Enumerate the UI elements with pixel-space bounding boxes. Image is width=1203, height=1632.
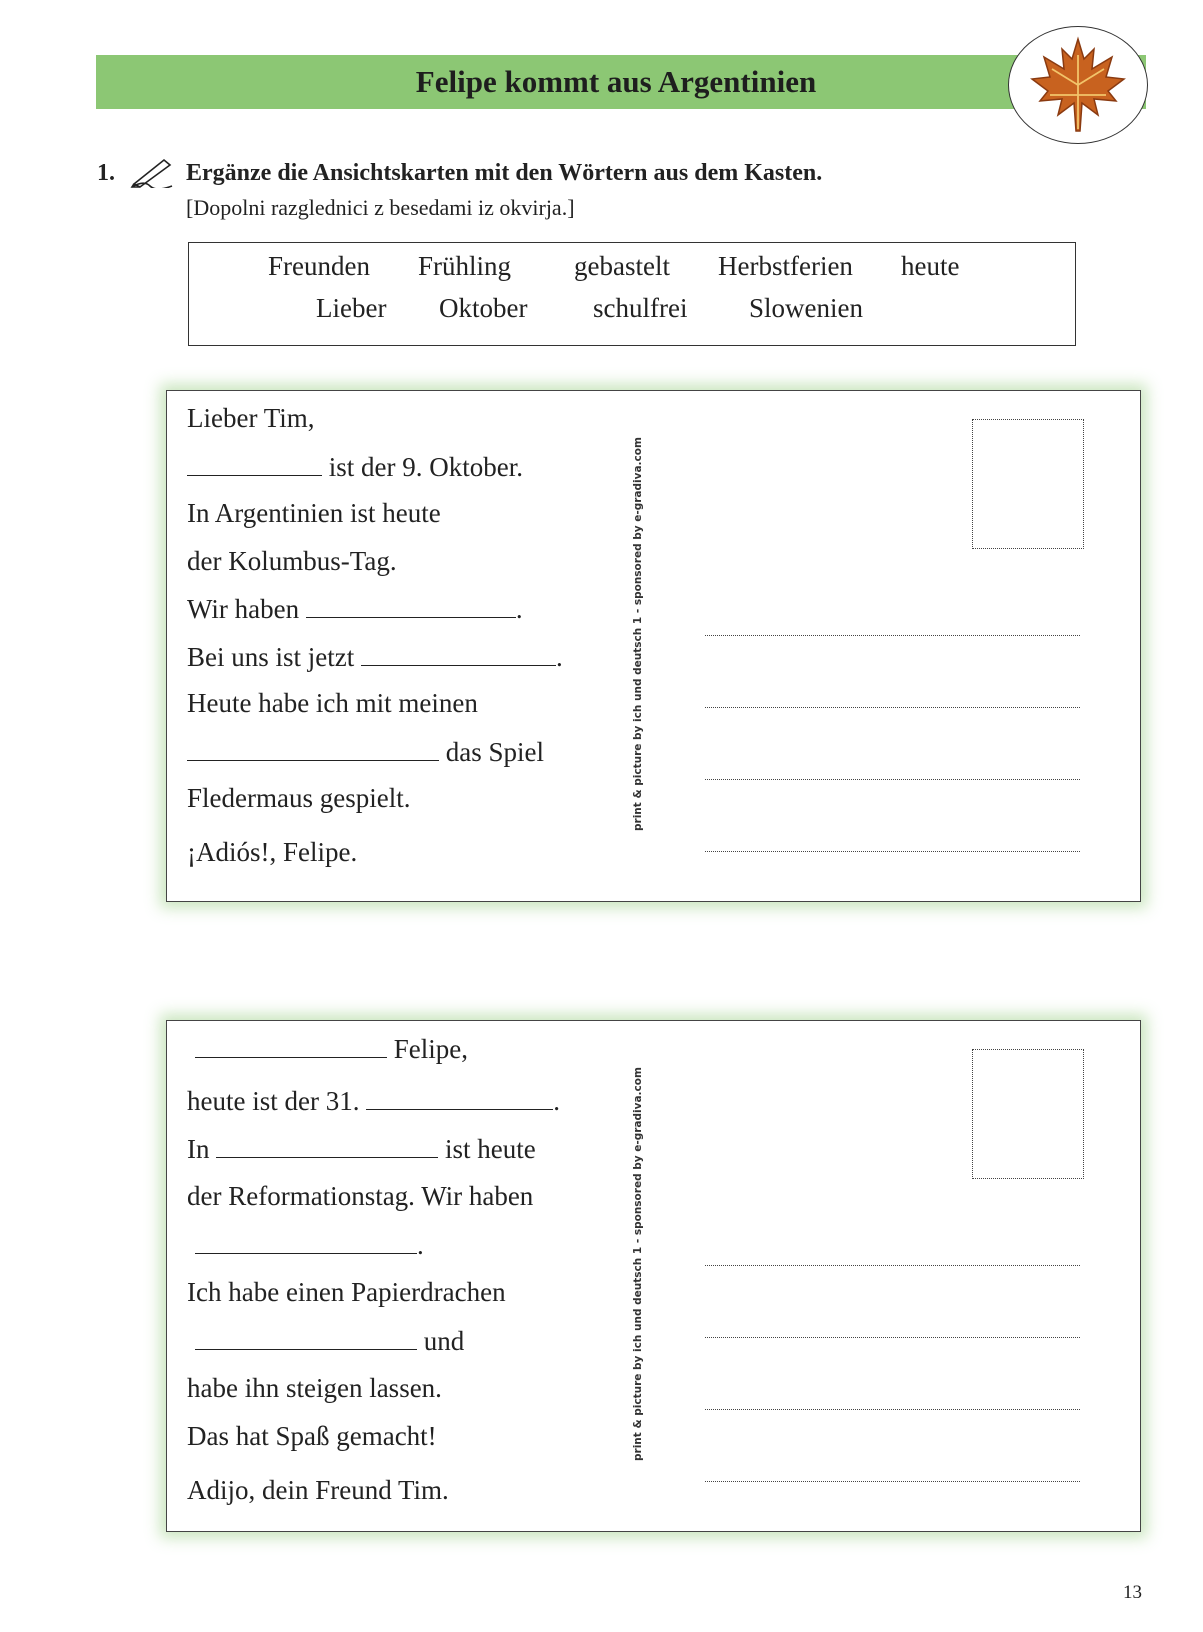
exercise-number: 1. — [97, 160, 115, 186]
watermark-text: print & picture by ich und deutsch 1 - sponsored by e-gradiva.com — [632, 437, 644, 831]
address-line[interactable] — [705, 707, 1080, 708]
card-line: Lieber Tim, — [187, 403, 315, 433]
card-line: und — [187, 1325, 464, 1357]
blank-field[interactable] — [187, 451, 322, 476]
maple-leaf-icon — [1028, 35, 1128, 135]
postcard-2 — [166, 1020, 1141, 1532]
blank-field[interactable] — [216, 1133, 438, 1158]
card-line: ist der 9. Oktober. — [187, 451, 523, 483]
watermark-text: print & picture by ich und deutsch 1 - sponsored by e-gradiva.com — [632, 1067, 644, 1461]
card-line: habe ihn steigen lassen. — [187, 1373, 442, 1403]
exercise-instruction: Ergänze die Ansichtskarten mit den Wörtern aus dem Kasten. — [186, 160, 823, 186]
pencil-writing-icon — [130, 156, 176, 188]
word-item: Slowenien — [749, 293, 863, 323]
card-line: Fledermaus gespielt. — [187, 783, 411, 813]
exercise-translation: [Dopolni razglednici z besedami iz okvirja.] — [186, 195, 575, 220]
address-line[interactable] — [705, 851, 1080, 852]
word-item: Freunden — [268, 251, 370, 281]
card-line: heute ist der 31. . — [187, 1086, 560, 1116]
address-line[interactable] — [705, 1481, 1080, 1482]
card-line: ¡Adiós!, Felipe. — [187, 837, 358, 867]
card-line: Wir haben . — [187, 594, 523, 624]
card-line: Adijo, dein Freund Tim. — [187, 1475, 449, 1505]
address-line[interactable] — [705, 1337, 1080, 1338]
word-item: gebastelt — [574, 251, 670, 281]
word-item: Frühling — [418, 251, 512, 281]
blank-field[interactable] — [195, 1033, 387, 1058]
card-line: Das hat Spaß gemacht! — [187, 1421, 437, 1451]
card-line: der Kolumbus-Tag. — [187, 546, 397, 576]
card-line: Bei uns ist jetzt . — [187, 642, 563, 672]
card-line: Ich habe einen Papierdrachen — [187, 1277, 506, 1307]
blank-field[interactable] — [361, 641, 556, 666]
card-line: Heute habe ich mit meinen — [187, 688, 478, 718]
address-line[interactable] — [705, 1409, 1080, 1410]
word-item: Lieber — [316, 293, 387, 323]
card-line: der Reformationstag. Wir haben — [187, 1181, 534, 1211]
card-line: In ist heute — [187, 1134, 536, 1164]
address-line[interactable] — [705, 779, 1080, 780]
leaf-badge — [1008, 26, 1148, 144]
address-line[interactable] — [705, 1265, 1080, 1266]
address-line[interactable] — [705, 635, 1080, 636]
stamp-placeholder — [972, 419, 1084, 549]
card-line: In Argentinien ist heute — [187, 498, 441, 528]
blank-field[interactable] — [306, 593, 516, 618]
word-item: schulfrei — [593, 293, 688, 323]
stamp-placeholder — [972, 1049, 1084, 1179]
word-box — [188, 242, 1076, 346]
word-item: Oktober — [439, 293, 528, 323]
card-line: . — [187, 1229, 424, 1261]
card-line: Felipe, — [187, 1033, 468, 1065]
postcard-1 — [166, 390, 1141, 902]
word-item: Herbstferien — [718, 251, 853, 281]
blank-field[interactable] — [366, 1085, 553, 1110]
blank-field[interactable] — [187, 736, 439, 761]
page-title: Felipe kommt aus Argentinien — [415, 64, 817, 99]
blank-field[interactable] — [195, 1229, 417, 1254]
blank-field[interactable] — [195, 1325, 417, 1350]
word-item: heute — [901, 251, 960, 281]
page-number: 13 — [1123, 1582, 1142, 1603]
card-line: das Spiel — [187, 736, 544, 768]
